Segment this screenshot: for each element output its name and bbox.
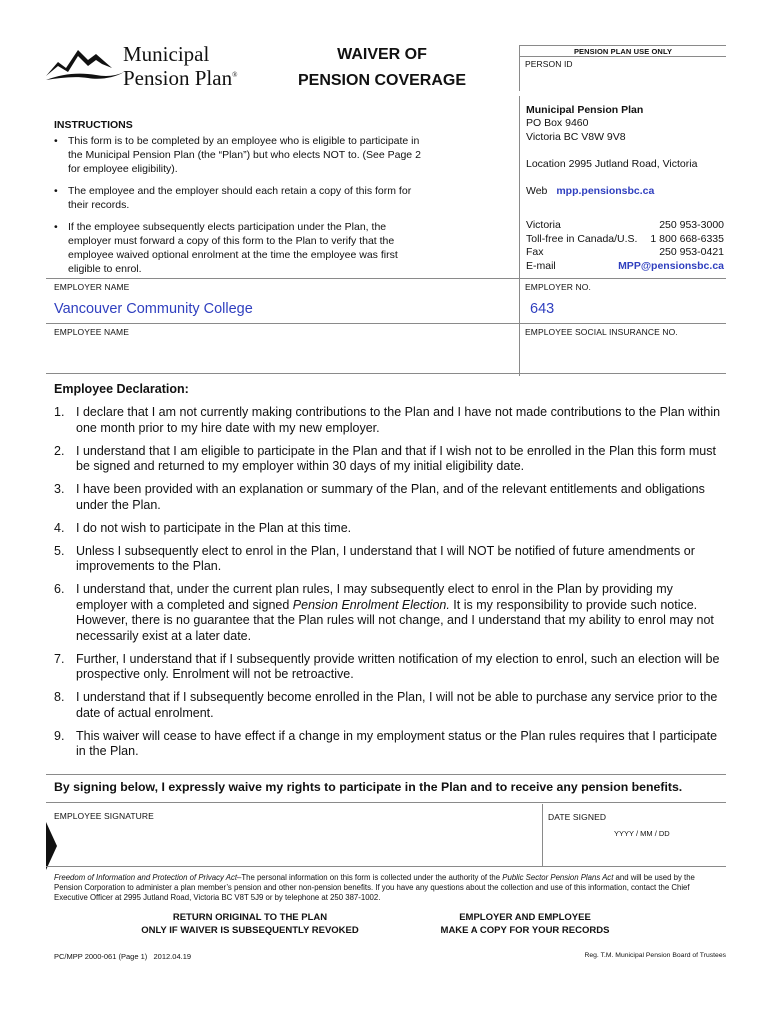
employee-name-label: EMPLOYEE NAME	[54, 327, 129, 337]
contact-phone-row: Victoria 250 953-3000	[526, 219, 724, 231]
declaration-item: 5. Unless I subsequently elect to enrol in the Plan, I understand that I will NOT be notified of future amendments or improvements to the Plan.	[54, 543, 695, 573]
logo-line-2: Pension Plan	[123, 66, 233, 90]
employer-no-field[interactable]: 643	[530, 301, 555, 317]
instruction-item: • This form is to be completed by an employee who is eligible to participate in the Municipal Pension Plan (the “Plan”) but who elects NOT to. (See Page 2 for employee eligibility).	[54, 135, 421, 175]
sign-here-arrow-icon	[46, 822, 58, 870]
form-title	[282, 44, 482, 92]
waiver-statement: By signing below, I expressly waive my rights to participate in the Plan and to receive any pension benefits.	[54, 780, 683, 794]
declaration-item: 8. I understand that if I subsequently become enrolled in the Plan, I will not be able to purchase any service prior to the date of actual enrolment.	[54, 690, 718, 720]
bullet-icon: •	[54, 221, 58, 233]
contact-name: Municipal Pension Plan	[526, 104, 644, 116]
logo	[44, 42, 254, 90]
declaration-item: 3. I have been provided with an explanation or summary of the Plan, and of the relevant entitlements and obligations under the Plan.	[54, 482, 705, 512]
person-id-field[interactable]	[522, 68, 724, 90]
contact-city: Victoria BC V8W 9V8	[526, 130, 626, 143]
privacy-notice: Freedom of Information and Protection of Privacy Act–The personal information on this form is collected under the authority of the Public Sector Pension Plans Act and will be used by the Pension Corporation to administer a plan member’s pension and other non-pension benefits. If you have any questions about the collection and use of this information, contact the Chief Executive Officer at 2995 Jutland Road, Victoria BC V8T 5J9 or by telephone at 250 387-1002.	[54, 873, 695, 902]
trademark-note: Reg. T.M. Municipal Pension Board of Trustees	[584, 952, 726, 959]
employee-signature-label: EMPLOYEE SIGNATURE	[54, 811, 154, 821]
employee-sin-field[interactable]	[522, 340, 722, 370]
contact-phone-row: E-mail MPP@pensionsbc.ca	[526, 259, 724, 272]
contact-block	[526, 103, 724, 273]
declaration-item: 7. Further, I understand that if I subsequently provide written notification of my election to enrol, such an election will be prospective only. Enrolment will not be retroactive.	[54, 651, 720, 681]
date-signed-field[interactable]	[546, 840, 724, 864]
declaration-item: 4. I do not wish to participate in the Plan at this time.	[54, 520, 352, 535]
employer-name-label: EMPLOYER NAME	[54, 282, 130, 292]
instructions-heading: INSTRUCTIONS	[54, 119, 133, 131]
form-id: PC/MPP 2000-061 (Page 1) 2012.04.19	[54, 952, 192, 961]
form-title-line-1: WAIVER OF	[337, 46, 427, 63]
logo-registered-mark: ®	[232, 71, 238, 79]
declaration-item: 6. I understand that, under the current plan rules, I may subsequently elect to enrol in the Plan by providing my employer with a completed and signed Pension Enrolment Election. It is my responsibility to provide such notice. However, there is no guarantee that the Plan rules will not change, and I understand that my ability to enrol may not necessarily exist at a later date.	[54, 582, 714, 643]
employer-no-label: EMPLOYER NO.	[525, 282, 591, 292]
date-signed-label: DATE SIGNED	[548, 812, 607, 822]
logo-line-1: Municipal	[123, 42, 210, 66]
employer-name-field[interactable]: Vancouver Community College	[54, 301, 253, 317]
make-copy-note: EMPLOYER AND EMPLOYEE MAKE A COPY FOR YOUR RECORDS	[440, 912, 610, 936]
declaration-heading: Employee Declaration:	[54, 382, 189, 396]
instruction-item: • The employee and the employer should each retain a copy of this form for their records.	[54, 185, 412, 211]
contact-phone-row: Fax 250 953-0421	[526, 246, 724, 258]
contact-web-label: Web	[526, 184, 548, 197]
mountain-logo-icon	[44, 42, 126, 82]
bullet-icon: •	[54, 185, 58, 197]
contact-web-link[interactable]: mpp.pensionsbc.ca	[556, 184, 655, 197]
return-original-note: RETURN ORIGINAL TO THE PLAN ONLY IF WAIVER IS SUBSEQUENTLY REVOKED	[141, 912, 359, 936]
bullet-icon: •	[54, 135, 58, 147]
date-format-hint: YYYY / MM / DD	[614, 829, 670, 838]
instructions	[54, 119, 424, 284]
contact-email-link[interactable]: MPP@pensionsbc.ca	[618, 259, 724, 272]
employee-name-field[interactable]	[50, 340, 510, 370]
instruction-item: • If the employee subsequently elects participation under the Plan, the employer must forward a copy of this form to the Plan to verify that the employee waived optional enrolment at the time the employee was first eligible to enrol.	[54, 221, 398, 275]
plan-use-only-header: PENSION PLAN USE ONLY	[573, 47, 673, 56]
contact-phone-row: Toll-free in Canada/U.S. 1 800 668-6335	[526, 232, 724, 245]
employee-declaration	[54, 382, 726, 767]
employee-signature-field[interactable]	[60, 824, 530, 866]
contact-po-box: PO Box 9460	[526, 117, 589, 129]
employee-sin-label: EMPLOYEE SOCIAL INSURANCE NO.	[525, 327, 678, 337]
person-id-label: PERSON ID	[525, 59, 573, 69]
contact-location: Location 2995 Jutland Road, Victoria	[526, 158, 698, 170]
declaration-item: 2. I understand that I am eligible to participate in the Plan and that if I wish not to be enrolled in the Plan this form must be signed and returned to my employer within 30 days of my initial eligibility date.	[54, 443, 716, 473]
declaration-item: 9. This waiver will cease to have effect if a change in my employment status or the Plan rules requires that I participate in the Plan.	[54, 728, 718, 758]
form-title-line-2: PENSION COVERAGE	[297, 72, 467, 89]
declaration-item: 1. I declare that I am not currently making contributions to the Plan and I have not made contributions to the Plan within one month prior to my hire date with my new employer.	[54, 405, 721, 435]
